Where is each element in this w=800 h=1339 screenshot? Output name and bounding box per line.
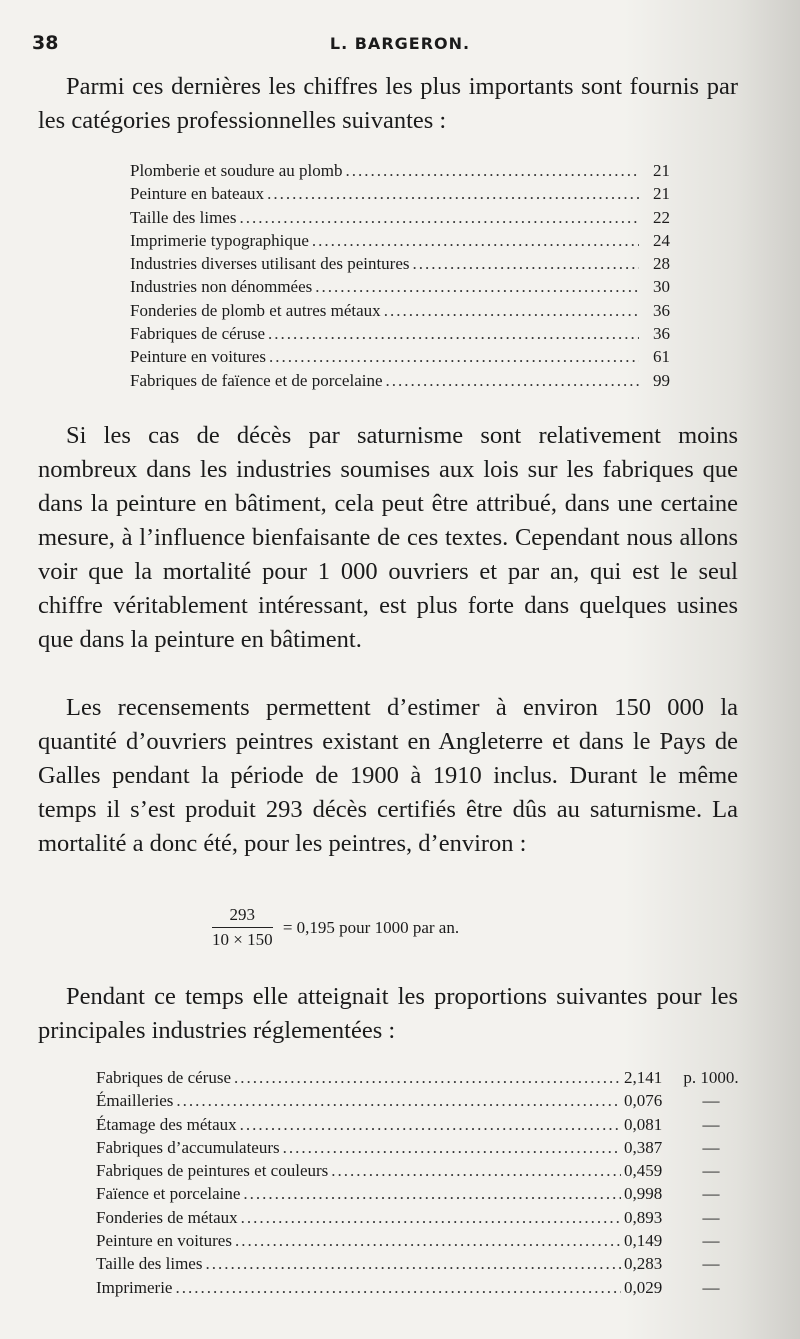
leader-dots [315, 275, 639, 298]
list-item-value: 0,149 [624, 1231, 663, 1251]
fraction-numerator: 293 [212, 903, 273, 928]
list-item-unit: — [702, 1277, 720, 1297]
leader-dots [234, 1066, 621, 1089]
list-item [96, 1159, 746, 1182]
paragraph-census-estimate: Les recensements permettent d’estimer à environ 150 000 la quantité d’ouvriers peintres existant en Angleterre et dans le Pays de Galles pendant la période de 1900 à 1910 inclus. Durant le même temps il s’est produit 293 décès certifiés être dûs au saturnisme. La mortalité a donc été, pour les peintres, d’environ : [38, 694, 738, 857]
leader-dots [240, 1113, 621, 1136]
list-item [96, 1229, 746, 1252]
intro-paragraph: Parmi ces dernières les chiffres les plus importants sont fournis par les catégories professionnelles suivantes : [38, 73, 738, 134]
leader-dots [312, 229, 639, 252]
list-item-unit: — [702, 1207, 720, 1227]
list-item-label: Peinture en bateaux [130, 184, 265, 204]
list-item-value: 36 [653, 300, 670, 320]
list-item-value: 22 [653, 207, 670, 227]
list-item [130, 299, 670, 322]
list-item-value: 36 [653, 324, 670, 344]
list-item-label: Fonderies de métaux [96, 1207, 238, 1227]
list-item [130, 182, 670, 205]
list-item-label: Fabriques de céruse [96, 1068, 232, 1087]
leader-dots [345, 159, 639, 182]
leader-dots [176, 1089, 621, 1112]
mortality-formula [212, 903, 459, 952]
list-item-label: Peinture en voitures [130, 347, 266, 367]
list-item [130, 275, 670, 298]
leader-dots [413, 252, 639, 275]
list-item-value: 0,459 [624, 1161, 663, 1181]
list-item-label: Émailleries [96, 1091, 174, 1111]
list-item-value: 0,283 [624, 1254, 663, 1274]
leader-dots [267, 182, 639, 205]
list-item [96, 1252, 746, 1275]
fraction [212, 903, 273, 952]
list-item-label: Étamage des métaux [96, 1114, 237, 1134]
list-item-label: Imprimerie typographique [130, 230, 309, 250]
list-item [96, 1113, 746, 1136]
list-item-unit: p. 1000. [683, 1068, 739, 1087]
leader-dots [283, 1136, 621, 1159]
list-item-value: 61 [653, 347, 670, 367]
list-item [130, 345, 670, 368]
list-item-value: 0,081 [624, 1114, 663, 1134]
list-industry-mortality [96, 1066, 746, 1299]
list-item-label: Taille des limes [130, 207, 237, 227]
list-item-unit: — [702, 1161, 720, 1181]
list-item-label: Fonderies de plomb et autres métaux [130, 300, 381, 320]
leader-dots [243, 1182, 621, 1205]
list-item-value: 0,387 [624, 1137, 663, 1157]
leader-dots [235, 1229, 621, 1252]
list-item-value: 0,029 [624, 1277, 663, 1297]
leader-dots [331, 1159, 621, 1182]
list-item [96, 1206, 746, 1229]
leader-dots [269, 345, 639, 368]
list-item [96, 1276, 746, 1299]
list-occupations-cases [130, 159, 670, 392]
leader-dots [205, 1252, 621, 1275]
list-item [130, 159, 670, 182]
page-number: 38 [32, 32, 59, 54]
paragraph-regulated-industries: Pendant ce temps elle atteignait les proportions suivantes pour les principales industries réglementées : [38, 983, 738, 1044]
list-item-value: 21 [653, 161, 670, 180]
formula-result: = 0,195 pour 1000 par an. [282, 917, 460, 937]
list-item-label: Industries diverses utilisant des peintures [130, 254, 410, 274]
page-header [30, 30, 770, 60]
leader-dots [268, 322, 639, 345]
list-item [130, 206, 670, 229]
list-item-unit: — [702, 1114, 720, 1134]
leader-dots [239, 206, 639, 229]
list-item-label: Fabriques de faïence et de porcelaine [130, 370, 383, 390]
list-item-label: Imprimerie [96, 1277, 173, 1297]
list-item-value: 2,141 [624, 1068, 663, 1087]
list-item [130, 322, 670, 345]
list-item-label: Faïence et porcelaine [96, 1184, 241, 1204]
list-item-label: Industries non dénommées [130, 277, 313, 297]
list-item-value: 99 [653, 370, 670, 390]
list-item-label: Plomberie et soudure au plomb [130, 161, 343, 180]
list-item [130, 369, 670, 392]
list-item-value: 24 [653, 230, 670, 250]
list-item-label: Fabriques de céruse [130, 324, 266, 344]
paragraph-mortality-comparison: Si les cas de décès par saturnisme sont relativement moins nombreux dans les industries soumises aux lois sur les fabriques que dans la peinture en bâtiment, cela peut être attribué, dans une certaine mesure, à l’influence bienfaisante de ces textes. Cependant nous allons voir que la mortalité pour 1 000 ouvriers et par an, qui est le seul chiffre véritablement intéressant, est plus forte dans quelques usines que dans la peinture en bâtiment. [38, 422, 738, 653]
list-item [130, 229, 670, 252]
leader-dots [175, 1276, 621, 1299]
list-item-label: Fabriques de peintures et couleurs [96, 1161, 329, 1181]
list-item-label: Peinture en voitures [96, 1231, 232, 1251]
list-item-unit: — [702, 1231, 720, 1251]
list-item-unit: — [702, 1184, 720, 1204]
list-item-value: 21 [653, 184, 670, 204]
list-item-label: Fabriques d’accumulateurs [96, 1137, 280, 1157]
fraction-denominator: 10 × 150 [212, 930, 273, 949]
list-item-unit: — [702, 1091, 720, 1111]
list-item [96, 1089, 746, 1112]
list-item [96, 1136, 746, 1159]
list-item-value: 28 [653, 254, 670, 274]
list-item-label: Taille des limes [96, 1254, 203, 1274]
leader-dots [241, 1206, 621, 1229]
list-item-value: 0,998 [624, 1184, 663, 1204]
list-item-value: 30 [653, 277, 670, 297]
list-item-unit: — [702, 1254, 720, 1274]
list-item-value: 0,893 [624, 1207, 663, 1227]
running-title: L. BARGERON. [329, 34, 471, 53]
list-item-value: 0,076 [624, 1091, 663, 1111]
list-item [96, 1066, 746, 1089]
list-item-unit: — [702, 1137, 720, 1157]
list-item [130, 252, 670, 275]
leader-dots [384, 299, 639, 322]
list-item [96, 1182, 746, 1205]
leader-dots [386, 369, 639, 392]
